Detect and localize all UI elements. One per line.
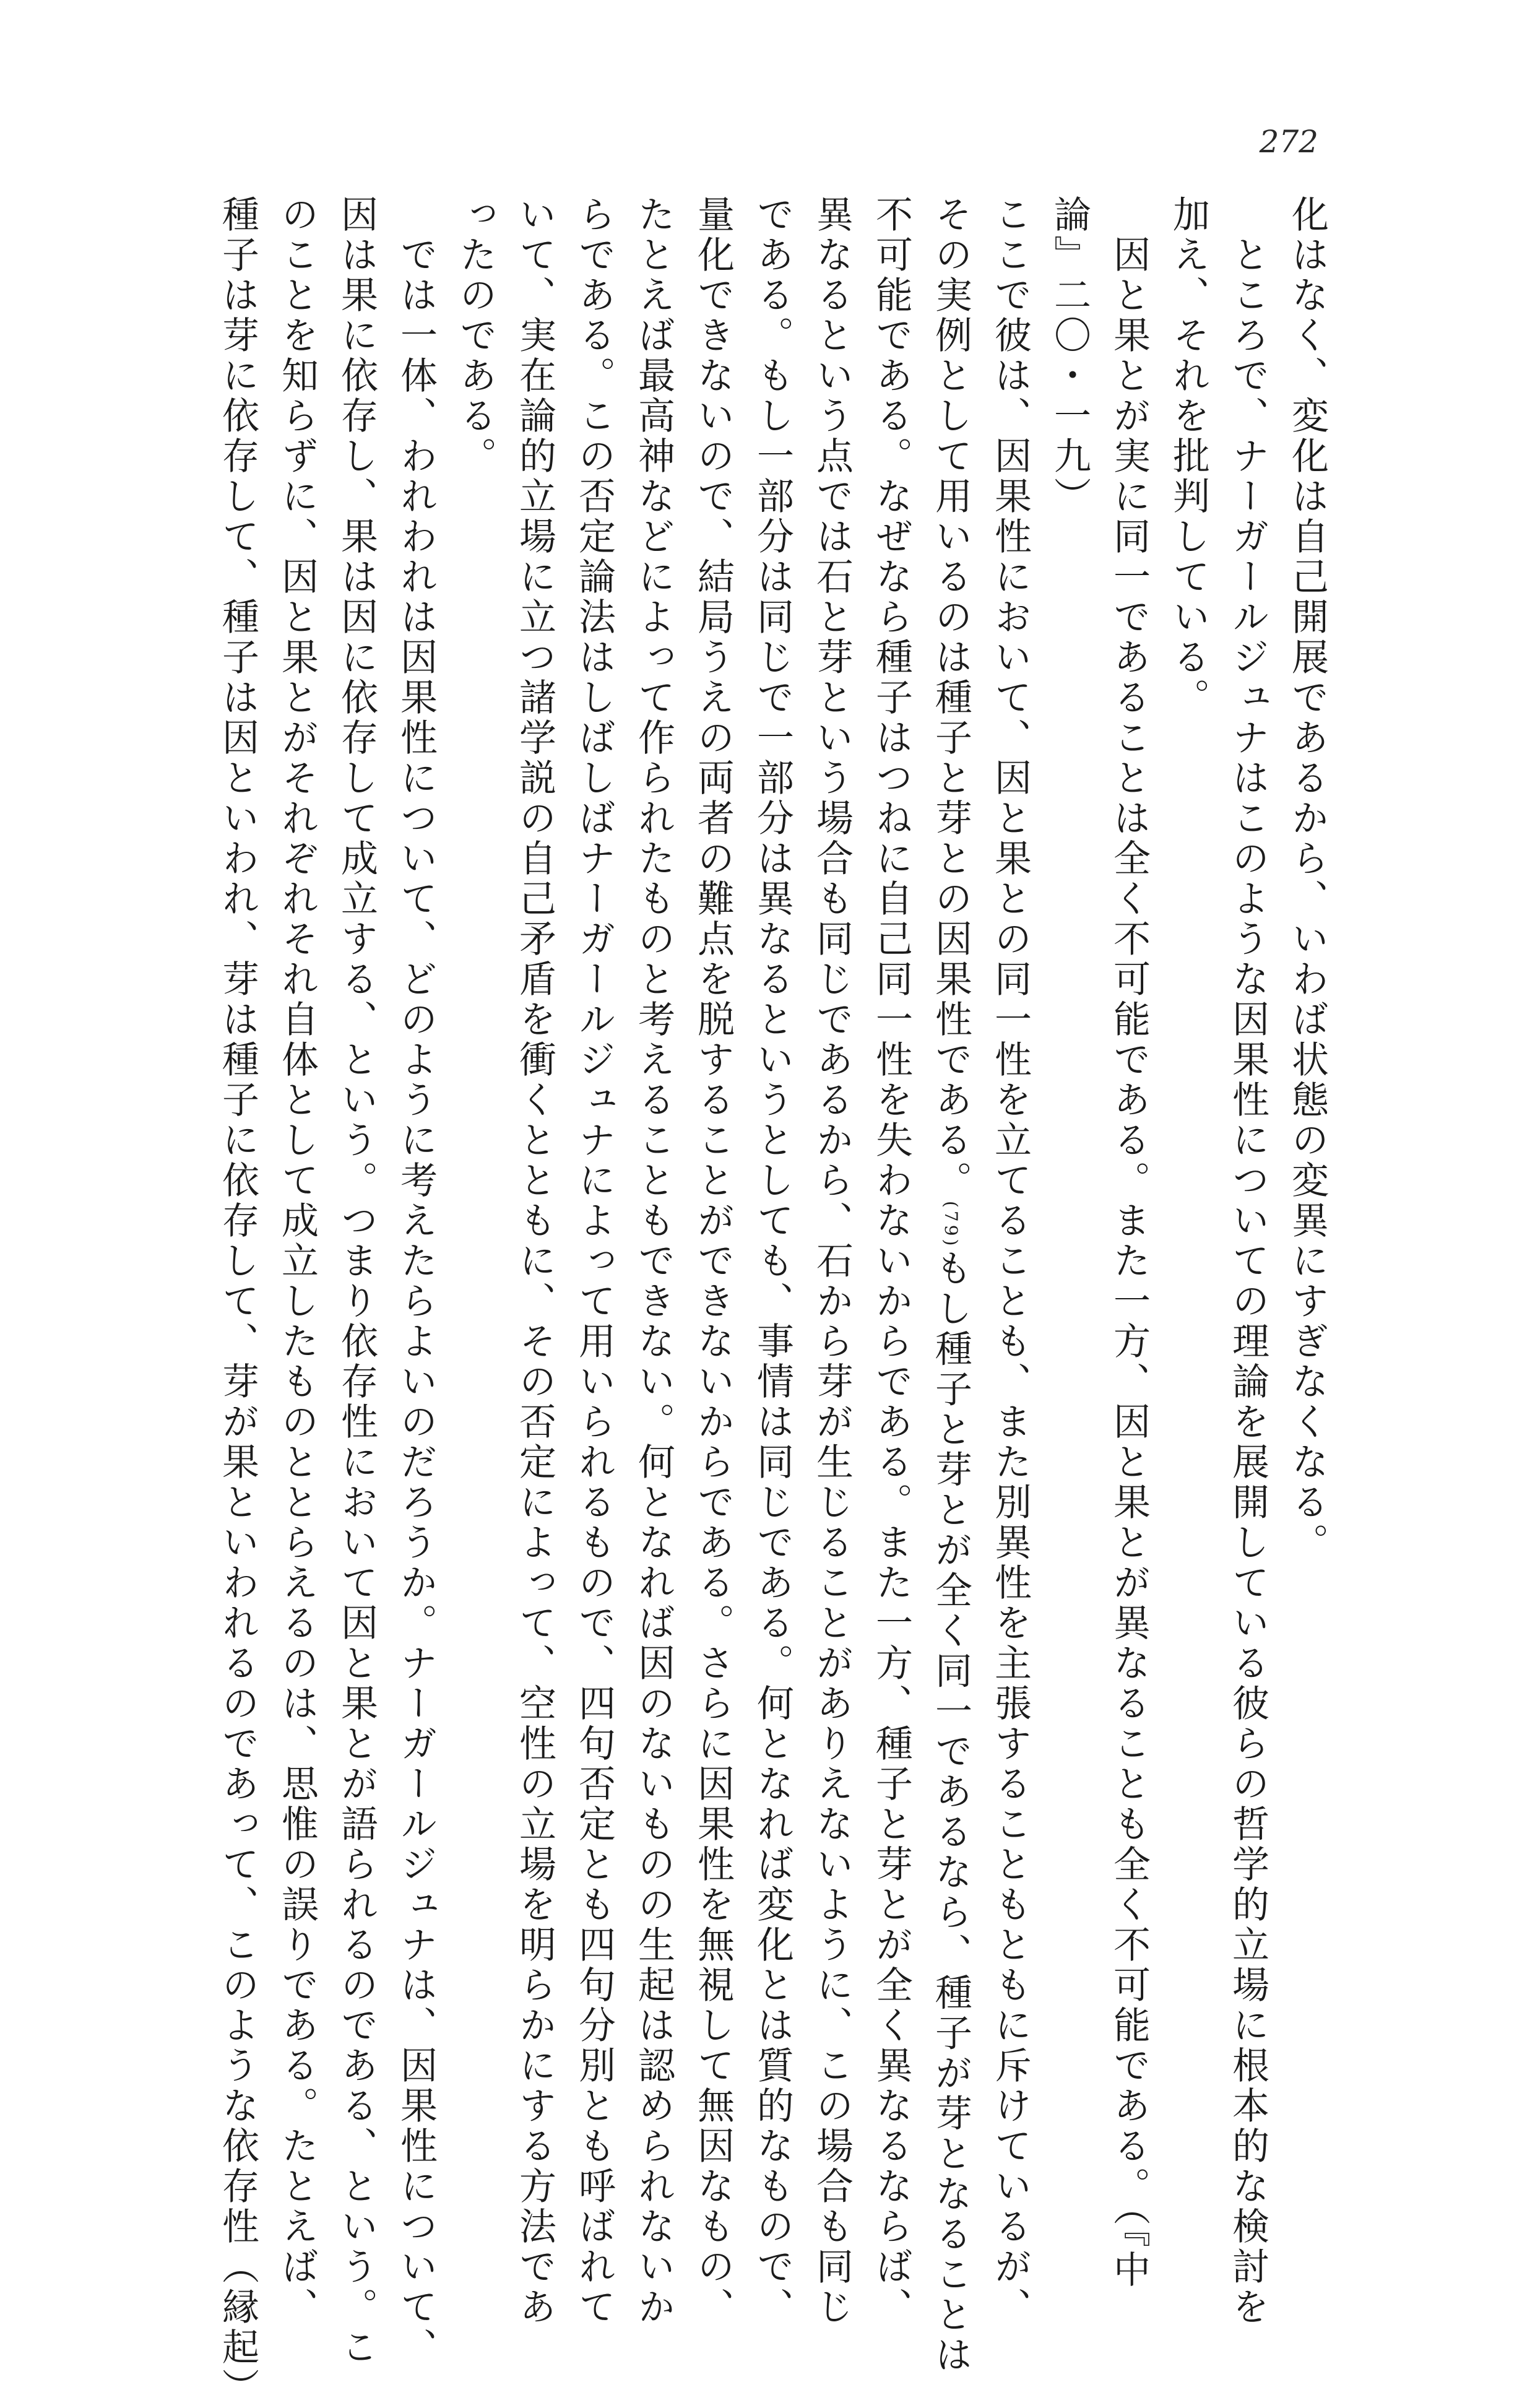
text-segment: いて、実在論的立場に立つ諸学説の自己矛盾を衝くとともに、その否定によって、空性の立場を明らかにする方法であ — [513, 195, 556, 2328]
text-line — [743, 195, 802, 2328]
text-segment: もし種子と芽とが全く同一であるなら、種子が芽となることは — [929, 1249, 972, 2376]
text-line — [1040, 195, 1099, 1978]
text-line — [862, 195, 921, 2328]
text-line — [564, 195, 624, 2328]
text-line — [505, 195, 564, 2328]
text-segment: 量化できないので、結局うえの両者の難点を脱することができないからである。さらに因果性を無視して無因なもの、 — [691, 195, 735, 2328]
text-line — [1218, 195, 1278, 2328]
text-line — [624, 195, 683, 2328]
text-segment: らである。この否定論法はしばしばナーガールジュナによって用いられるもので、四句否定とも四句分別とも呼ばれて — [573, 195, 616, 2328]
text-segment: ここで彼は、因果性において、因と果との同一性を立てることも、また別異性を主張することもともに斥けているが、 — [988, 195, 1032, 2328]
text-line — [208, 195, 267, 2408]
text-line — [446, 195, 505, 1978]
text-line — [386, 195, 446, 2368]
text-line — [1099, 195, 1159, 2290]
body-text — [208, 195, 1337, 2408]
text-segment: では一体、われわれは因果性について、どのように考えたらよいのだろうか。ナーガールジュナは、因果性について、 — [394, 195, 438, 2368]
text-line — [267, 195, 327, 2328]
text-segment: である。もし一部分は同じで一部分は異なるというとしても、事情は同じである。何となれば変化とは質的なもので、 — [751, 195, 794, 2328]
text-segment: 化はなく、変化は自己開展であるから、いわば状態の変異にすぎなくなる。 — [1286, 195, 1329, 1563]
text-line — [1278, 195, 1337, 1978]
text-line — [802, 195, 862, 2328]
text-line — [980, 195, 1040, 2328]
text-segment: その実例として用いるのは種子と芽との因果性である。 — [929, 195, 972, 1201]
text-segment: 不可能である。なぜなら種子はつねに自己同一性を失わないからである。また一方、種子と芽とが全く異なるならば、 — [870, 195, 913, 2328]
text-segment: のことを知らずに、因と果とがそれぞれそれ自体として成立したものととらえるのは、思惟の誤りである。たとえば、 — [275, 195, 319, 2328]
footnote-marker: (79) — [941, 1201, 961, 1249]
text-segment: 種子は芽に依存して、種子は因といわれ、芽は種子に依存して、芽が果といわれるのであって、このような依存性（縁起） — [216, 195, 259, 2408]
text-segment: たとえば最高神などによって作られたものと考えることもできない。何となれば因のないものの生起は認められないか — [632, 195, 675, 2328]
text-line — [683, 195, 743, 2328]
text-segment: 加え、それを批判している。 — [1167, 195, 1210, 718]
text-segment: 異なるという点では石と芽という場合も同じであるから、石から芽が生じることがありえないように、この場合も同じ — [810, 195, 854, 2328]
text-segment: ったのである。 — [454, 195, 497, 477]
text-segment: ところで、ナーガールジュナはこのような因果性についての理論を展開している彼らの哲学的立場に根本的な検討を — [1226, 195, 1269, 2328]
text-line — [327, 195, 386, 2368]
text-segment: 因と果とが実に同一であることは全く不可能である。また一方、因と果とが異なることも全く不可能である。（『中 — [1107, 195, 1151, 2290]
text-line — [921, 195, 980, 2376]
text-line — [1159, 195, 1218, 1978]
page-number: 272 — [1259, 124, 1318, 160]
text-segment: 因は果に依存し、果は因に依存して成立する、という。つまり依存性において因と果とが語られるのである、という。こ — [335, 195, 378, 2368]
text-segment: 論』二〇・一九） — [1048, 195, 1091, 517]
